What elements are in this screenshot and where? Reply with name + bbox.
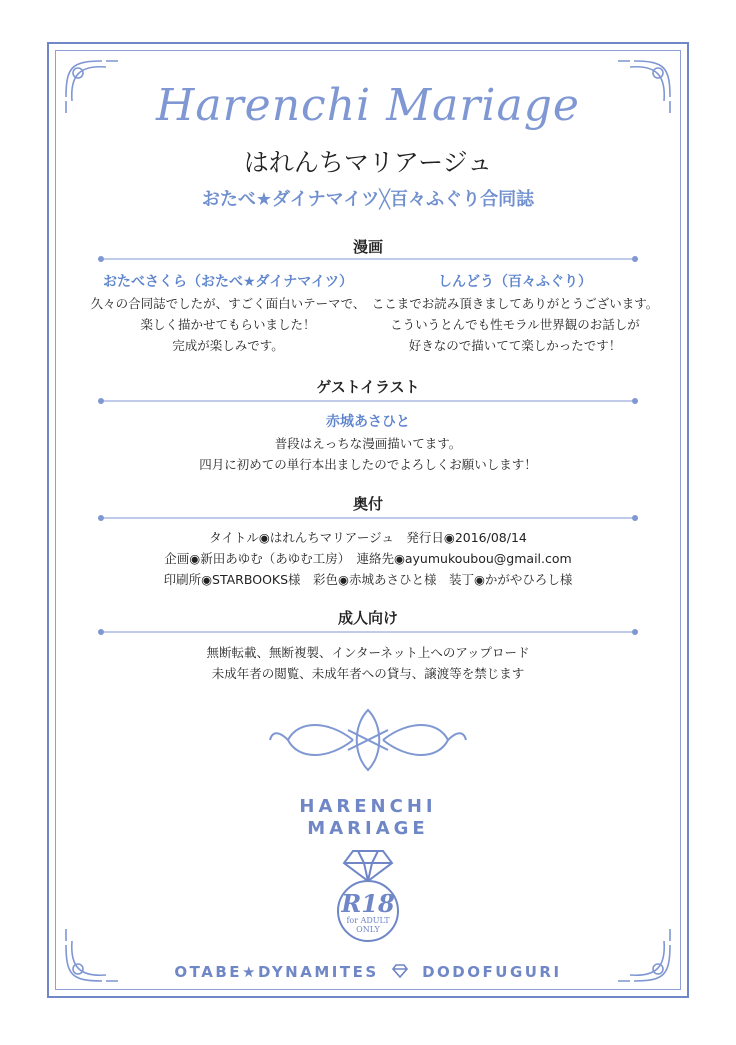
logo-line2: MARIAGE <box>307 818 429 839</box>
section-manga-label: 漫画 <box>352 238 383 256</box>
logo-line1: HARENCHI <box>299 796 437 817</box>
colophon-block <box>0 527 736 590</box>
section-guest-heading <box>97 376 639 397</box>
section-guest-label: ゲストイラスト <box>316 378 420 396</box>
section-adult-heading <box>97 607 639 628</box>
adult-notice-line: 未成年者の閲覧、未成年者への貸与、譲渡等を禁じます <box>211 666 525 681</box>
footer-circles <box>0 963 736 982</box>
r18-label: R18 <box>341 889 395 918</box>
guest-comment-line: 普段はえっちな漫画描いてます。 <box>274 436 462 451</box>
section-colophon-heading <box>97 493 639 514</box>
author-comment-line: 楽しく描かせてもらいました！ <box>140 317 316 332</box>
adult-only-label: ONLY <box>356 925 380 934</box>
author-comment-line: ここまでお読み頂きましてありがとうございます。 <box>371 296 659 311</box>
section-colophon-label: 奥付 <box>352 495 383 513</box>
colophon-line: タイトル◉はれんちマリアージュ 発行日◉2016/08/14 <box>209 530 527 545</box>
guest-comment-line: 四月に初めての単行本出ましたのでよろしくお願いします！ <box>199 457 537 472</box>
manga-left-column <box>78 271 378 356</box>
section-divider-icon <box>97 396 639 406</box>
author-name-otabe: おたべさくら（おたべ★ダイナマイツ） <box>103 274 353 290</box>
author-comment-line: 好きなので描いてて楽しかったです！ <box>408 338 622 353</box>
author-comment-line: 久々の合同誌でしたが、すごく面白いテーマで、 <box>90 296 366 311</box>
guest-block <box>0 411 736 475</box>
footer-circle-dodofuguri: DODOFUGURI <box>422 963 562 981</box>
guest-name: 赤城あさひと <box>326 414 410 430</box>
section-divider-icon <box>97 513 639 523</box>
r18-badge <box>326 845 410 945</box>
author-name-shindou: しんどう（百々ふぐり） <box>438 274 592 290</box>
colophon-line: 企画◉新田あゆむ（あゆむ工房） 連絡先◉ayumukoubou@gmail.com <box>164 551 572 566</box>
adult-only-label: for ADULT <box>346 916 390 925</box>
author-comment-line: 完成が楽しみです。 <box>172 338 284 353</box>
colophon-line: 印刷所◉STARBOOKS様 彩色◉赤城あさひと様 装丁◉かがやひろし様 <box>163 572 573 587</box>
section-divider-icon <box>97 254 639 264</box>
flourish-ornament-icon <box>268 700 468 780</box>
adult-notice-line: 無断転載、無断複製、インターネット上へのアップロード <box>206 645 530 660</box>
footer-circle-otabe: OTABE★DYNAMITES <box>174 963 379 981</box>
author-comment-line: こういうとんでも性モラル世界観のお話しが <box>390 317 640 332</box>
subtitle: おたべ★ダイナマイツ╳百々ふぐり合同誌 <box>201 189 535 210</box>
diamond-icon <box>392 964 408 982</box>
manga-right-column <box>365 271 665 356</box>
script-title: Harenchi Mariage <box>156 80 580 131</box>
section-divider-icon <box>97 627 639 637</box>
section-adult-label: 成人向け <box>337 609 398 627</box>
japanese-title: はれんちマリアージュ <box>243 148 493 177</box>
adult-block <box>0 642 736 684</box>
